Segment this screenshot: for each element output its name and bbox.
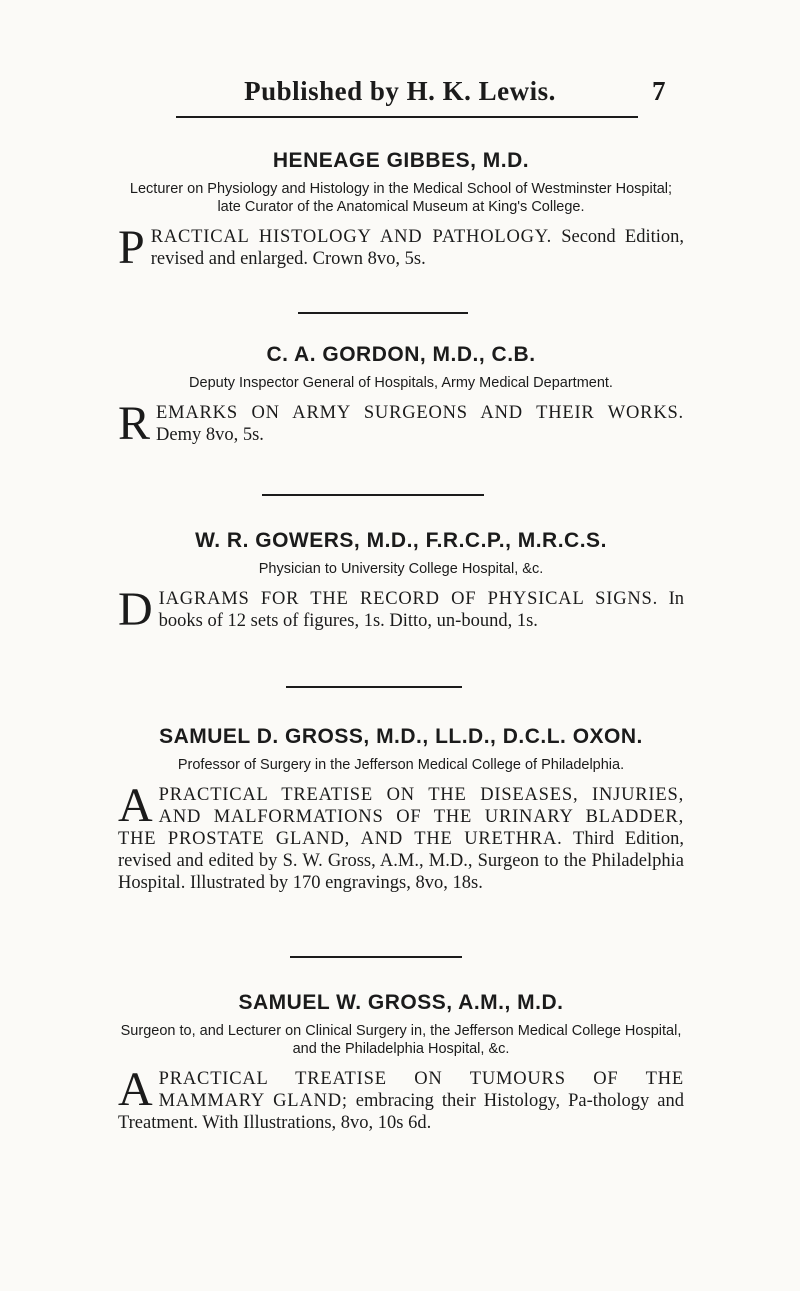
book-title: PRACTICAL TREATISE ON THE DISEASES, INJURIES, AND MALFORMATIONS OF THE URINARY BLADDER, THE PROSTATE GLAND, AND THE URETHRA. <box>118 785 684 849</box>
book-title: EMARKS ON ARMY SURGEONS AND THEIR WORKS. <box>156 403 684 423</box>
book-listing <box>118 583 685 636</box>
author-position: Deputy Inspector General of Hospitals, Army Medical Department. <box>189 375 613 391</box>
page-number: 7 <box>652 76 666 106</box>
author-position: Physician to University College Hospital, &c. <box>258 561 544 577</box>
author-name: W. R. GOWERS, M.D., F.R.C.P., M.R.C.S. <box>195 529 607 552</box>
book-details: Third Edition, revised and edited by S. W. Gross, A.M., M.D., Surgeon to the Philadelphia Hospital. Illustrated by 170 engravings, 8vo, 18s. <box>118 829 685 893</box>
author-name: HENEAGE GIBBES, M.D. <box>272 149 530 172</box>
header-rule <box>176 116 638 118</box>
drop-capital: D <box>118 583 153 636</box>
author-position: Lecturer on Physiology and Histology in the Medical School of Westminster Hospital; late Curator of the Anatomical Museum at King's College. <box>129 181 673 215</box>
author-name: SAMUEL W. GROSS, A.M., M.D. <box>238 991 564 1014</box>
book-listing <box>118 221 684 274</box>
book-details: embracing their Histology, Pa-thology and Treatment. With Illustrations, 8vo, 10s 6d. <box>118 1091 684 1133</box>
drop-capital: A <box>118 1063 153 1116</box>
running-header <box>0 76 800 116</box>
section-divider <box>298 312 468 314</box>
section-divider <box>262 494 484 496</box>
drop-capital: P <box>118 221 145 274</box>
book-details: Second Edition, revised and enlarged. Crown 8vo, 5s. <box>150 227 684 269</box>
header-title: Published by H. K. Lewis. <box>244 76 556 106</box>
book-listing <box>118 397 684 450</box>
book-listing <box>118 779 685 894</box>
book-details: Demy 8vo, 5s. <box>156 425 264 445</box>
entry-gowers <box>118 528 685 636</box>
author-position: Surgeon to, and Lecturer on Clinical Surgery in, the Jefferson Medical College Hospital, and the Philadelphia Hospital, &c. <box>120 1023 682 1057</box>
author-name: C. A. GORDON, M.D., C.B. <box>266 343 536 366</box>
drop-capital: R <box>118 397 151 450</box>
entry-samuel-d-gross <box>118 724 684 894</box>
book-details: In books of 12 sets of figures, 1s. Ditto, un-bound, 1s. <box>158 589 685 631</box>
section-divider <box>286 686 462 688</box>
author-position: Professor of Surgery in the Jefferson Medical College of Philadelphia. <box>177 757 625 773</box>
entry-gibbes <box>118 148 684 274</box>
author-name: SAMUEL D. GROSS, M.D., LL.D., D.C.L. OXON. <box>159 725 643 748</box>
section-divider <box>290 956 462 958</box>
entry-samuel-w-gross <box>118 990 684 1134</box>
book-title: IAGRAMS FOR THE RECORD OF PHYSICAL SIGNS. <box>158 589 659 609</box>
book-title: PRACTICAL TREATISE ON TUMOURS OF THE MAMMARY GLAND; <box>158 1069 684 1111</box>
entry-gordon <box>118 342 684 450</box>
book-listing <box>118 1063 684 1134</box>
drop-capital: A <box>118 779 153 832</box>
book-title: RACTICAL HISTOLOGY AND PATHOLOGY. <box>150 227 552 247</box>
